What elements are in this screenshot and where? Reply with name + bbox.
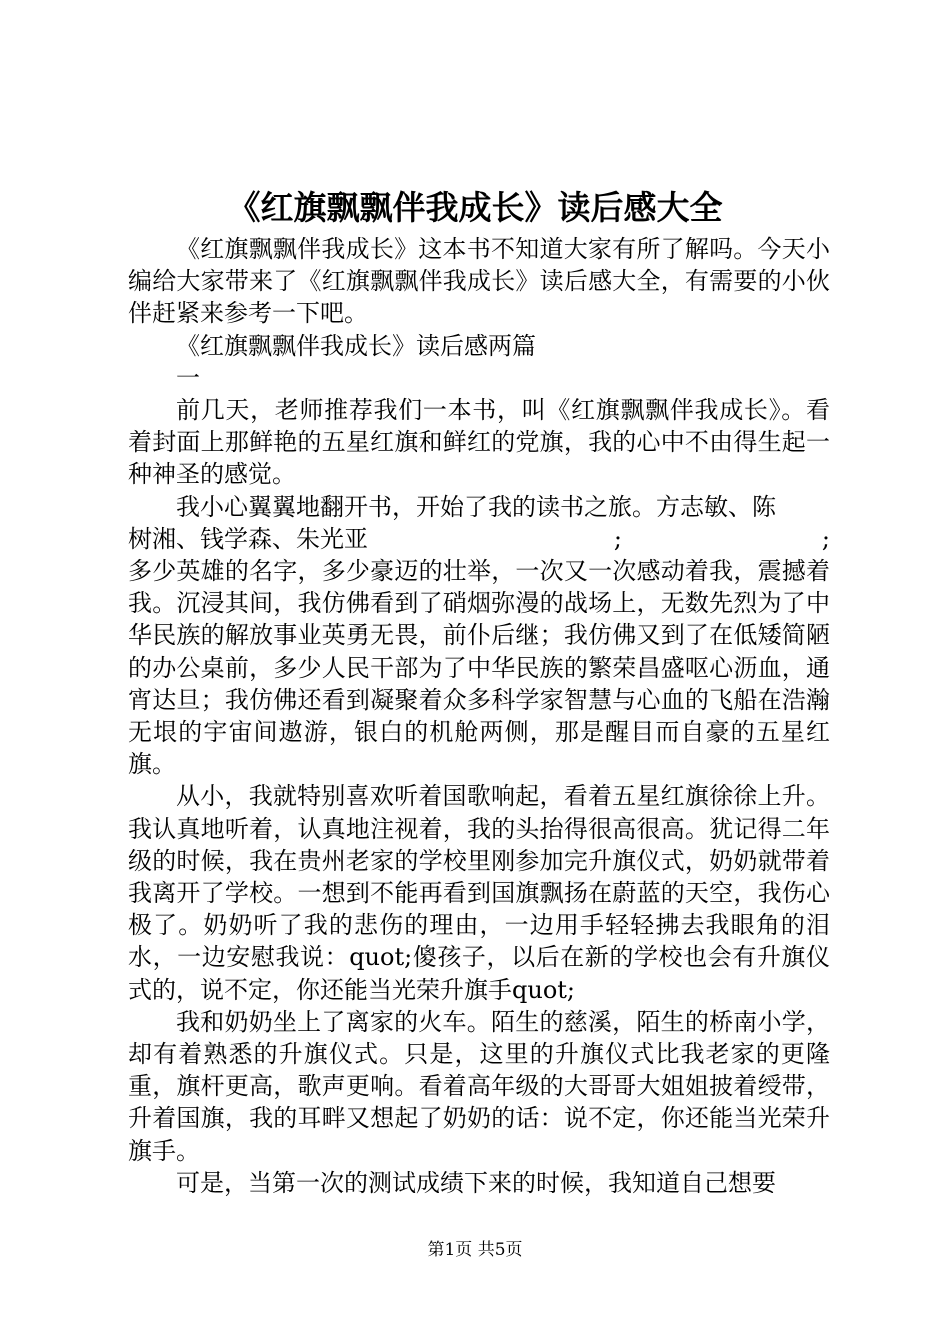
paragraph-2-rest: 多少英雄的名字，多少豪迈的壮举，一次又一次感动着我，震撼着我。沉浸其间，我仿佛看到了硝烟弥漫的战场上，无数先烈为了中华民族的解放事业英勇无畏，前仆后继；我仿佛又到了在低矮简陋的办公桌前，多少人民干部为了中华民族的繁荣昌盛呕心沥血，通宵达旦；我仿佛还看到凝聚着众多科学家智慧与心血的飞船在浩瀚无垠的宇宙间遨游，银白的机舱两侧，那是醒目而自豪的五星红旗。	[128, 557, 830, 779]
page-footer: 第1页 共5页	[427, 1240, 523, 1260]
paragraph-2-names: 树湘、钱学森、朱光亚	[128, 524, 368, 553]
subheading: 《红旗飘飘伴我成长》读后感两篇	[176, 331, 536, 360]
paragraph-2-line-2	[128, 523, 830, 555]
document-body	[128, 233, 830, 1199]
section-number: 一	[176, 363, 200, 392]
document-title: 《红旗飘飘伴我成长》读后感大全	[227, 188, 723, 227]
paragraph-2-semicolon-1: ;	[613, 524, 622, 553]
paragraph-4: 我和奶奶坐上了离家的火车。陌生的慈溪，陌生的桥南小学，却有着熟悉的升旗仪式。只是，这里的升旗仪式比我老家的更隆重，旗杆更高，歌声更响。看着高年级的大哥哥大姐姐披着绶带，升着国旗，我的耳畔又想起了奶奶的话：说不定，你还能当光荣升旗手。	[128, 1007, 830, 1165]
paragraph-1: 前几天，老师推荐我们一本书，叫《红旗飘飘伴我成长》。看着封面上那鲜艳的五星红旗和鲜红的党旗，我的心中不由得生起一种神圣的感觉。	[128, 396, 830, 489]
paragraph-2-semicolon-2: ;	[821, 524, 830, 553]
intro-paragraph: 《红旗飘飘伴我成长》这本书不知道大家有所了解吗。今天小编给大家带来了《红旗飘飘伴我成长》读后感大全，有需要的小伙伴赶紧来参考一下吧。	[128, 235, 830, 328]
paragraph-2-line-1: 我小心翼翼地翻开书，开始了我的读书之旅。方志敏、陈	[176, 492, 776, 521]
paragraph-3: 从小，我就特别喜欢听着国歌响起，看着五星红旗徐徐上升。我认真地听着，认真地注视着，我的头抬得很高很高。犹记得二年级的时候，我在贵州老家的学校里刚参加完升旗仪式，奶奶就带着我离开了学校。一想到不能再看到国旗飘扬在蔚蓝的天空，我伤心极了。奶奶听了我的悲伤的理由，一边用手轻轻拂去我眼角的泪水，一边安慰我说：quot;傻孩子，以后在新的学校也会有升旗仪式的，说不定，你还能当光荣升旗手quot;	[128, 782, 830, 1004]
paragraph-5: 可是，当第一次的测试成绩下来的时候，我知道自己想要	[176, 1168, 776, 1197]
